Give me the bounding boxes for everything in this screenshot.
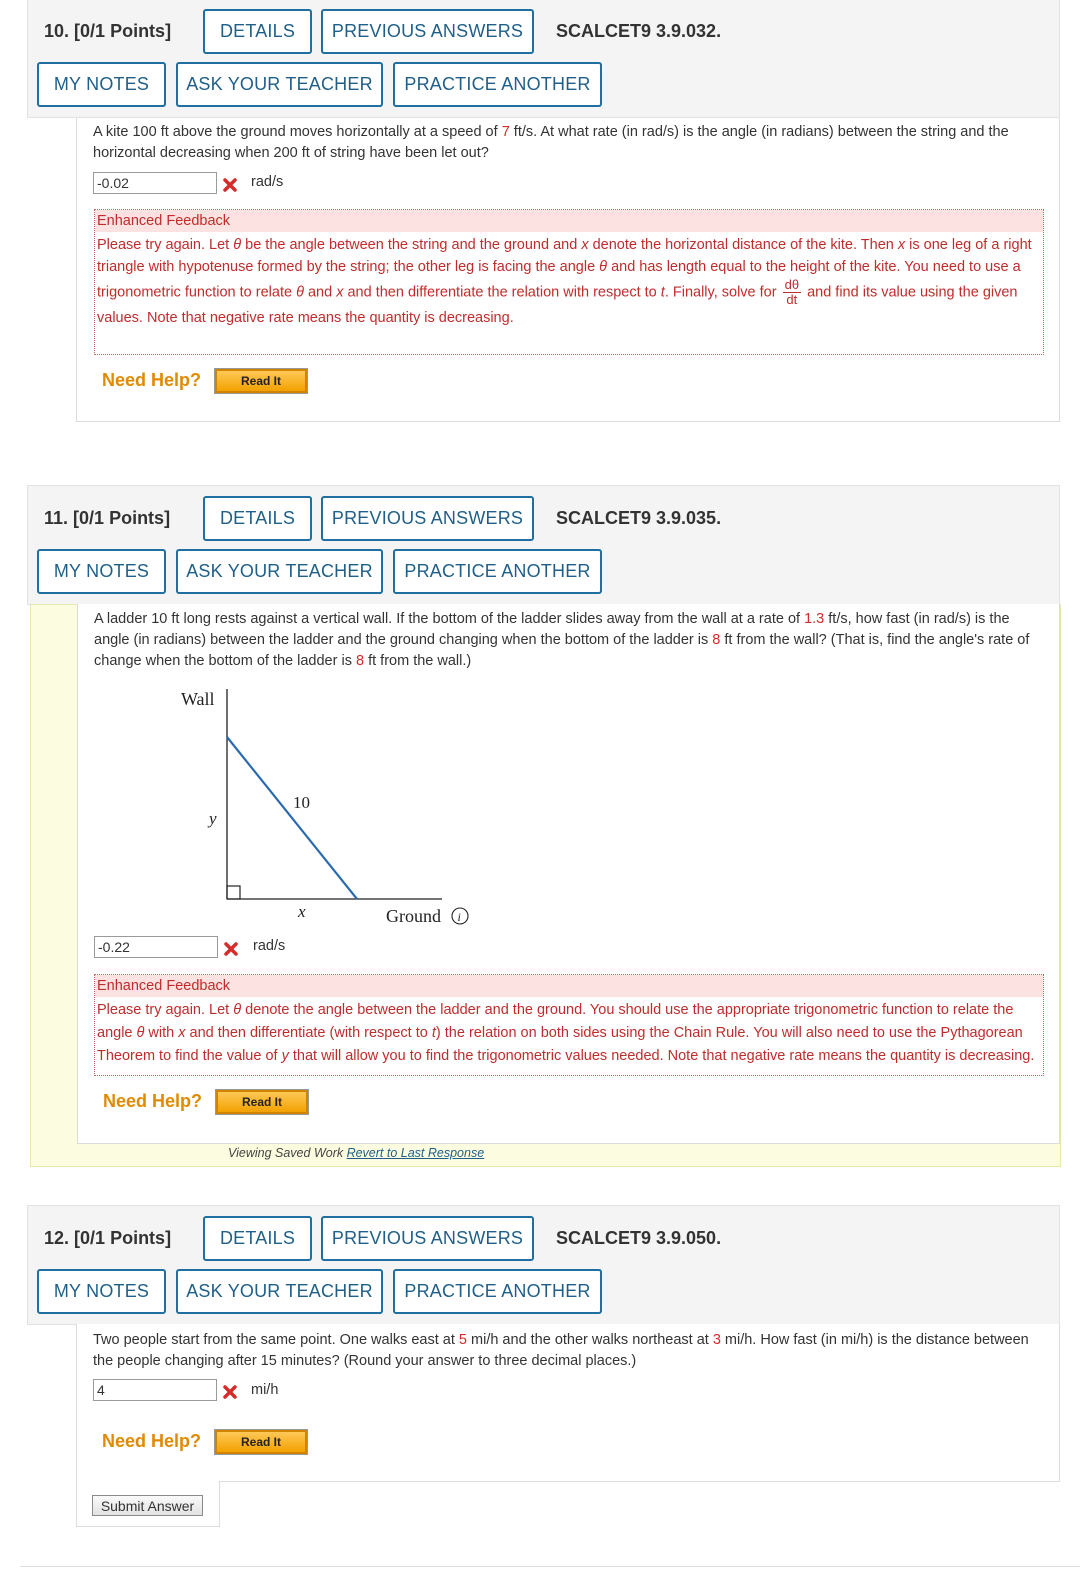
- q12-unit: mi/h: [251, 1382, 279, 1398]
- q10-previous-answers-button[interactable]: PREVIOUS ANSWERS: [321, 9, 534, 54]
- q11-unit: rad/s: [253, 938, 286, 954]
- q11-ask-teacher-button[interactable]: ASK YOUR TEACHER: [176, 549, 383, 594]
- q12-number: 12. [0/1 Points]: [44, 1228, 172, 1248]
- q10-unit: rad/s: [251, 174, 284, 190]
- ground-label: Ground: [386, 906, 441, 926]
- q10-answer-input[interactable]: [93, 172, 217, 194]
- q11-answer-input[interactable]: [94, 936, 218, 958]
- q10-read-it-button[interactable]: Read It: [215, 369, 307, 393]
- q10-my-notes-button[interactable]: MY NOTES: [37, 62, 166, 107]
- page-bottom-divider: [20, 1566, 1080, 1567]
- ladder-line: [227, 737, 357, 899]
- q11-code: SCALCET9 3.9.035.: [556, 508, 722, 528]
- q10-details-button[interactable]: DETAILS: [203, 9, 312, 54]
- q12-my-notes-button[interactable]: MY NOTES: [37, 1269, 166, 1314]
- right-angle-mark: [227, 886, 240, 899]
- svg-text:i: i: [457, 910, 461, 924]
- q12-ask-teacher-button[interactable]: ASK YOUR TEACHER: [176, 1269, 383, 1314]
- incorrect-x-icon: [222, 1384, 238, 1400]
- incorrect-x-icon: [223, 941, 239, 957]
- q11-my-notes-button[interactable]: MY NOTES: [37, 549, 166, 594]
- q10-enhanced-feedback: [94, 209, 1044, 355]
- q11-details-button[interactable]: DETAILS: [203, 496, 312, 541]
- q12-answer-input[interactable]: [93, 1379, 217, 1401]
- q10-question-text: A kite 100 ft above the ground moves horizontally at a speed of 7 ft/s. At what rate (in rad/s) is the angle (in radians) between the string and the horizontal decreasing when 200 ft of string have been let out?: [93, 124, 1009, 161]
- wall-label: Wall: [181, 689, 215, 709]
- q12-need-help: Need Help?: [102, 1431, 202, 1451]
- info-icon[interactable]: [452, 908, 468, 924]
- q11-feedback-text: Please try again. Let θ denote the angle between the ladder and the ground. You should use the appropriate trigonometric function to relate the angle θ with x and then differentiate (with respect to t) the relation on both sides using the Chain Rule. You will also need to use the Pythagorean Theorem to find the value of y that will allow you to find the trigonometric values needed. Note that negative rate means the quantity is decreasing.: [97, 1002, 1035, 1064]
- q10-practice-another-button[interactable]: PRACTICE ANOTHER: [393, 62, 602, 107]
- q11-number: 11. [0/1 Points]: [44, 508, 171, 528]
- ladder-figure: [170, 685, 480, 930]
- saved-work-notice: Viewing Saved Work Revert to Last Response: [228, 1146, 485, 1160]
- submit-answer-button[interactable]: Submit Answer: [92, 1495, 203, 1516]
- q12-code: SCALCET9 3.9.050.: [556, 1228, 722, 1248]
- q12-details-button[interactable]: DETAILS: [203, 1216, 312, 1261]
- q10-feedback-text: Please try again. Let θ be the angle between the string and the ground and x denote the horizontal distance of the kite. Then x is one leg of a right triangle with hypotenuse formed by the string; the other leg is facing the angle θ and has length equal to the height of the kite. You need to use a trigonometric function to relate θ and x and then differentiate the relation with respect to t. Finally, solve for $\frac{d\theta}{dt}$ and find its value using the given values. Note that negative rate means the quantity is decreasing.: [97, 237, 1032, 326]
- q10-code: SCALCET9 3.9.032.: [556, 21, 722, 41]
- incorrect-x-icon: [222, 177, 238, 193]
- q11-enhanced-feedback: [94, 974, 1044, 1076]
- x-label: x: [298, 902, 306, 921]
- q12-question-text: Two people start from the same point. One walks east at 5 mi/h and the other walks northeast at 3 mi/h. How fast (in mi/h) is the distance between the people changing after 15 minutes? (Round your answer to three decimal places.): [93, 1332, 1029, 1369]
- q10-feedback-title: Enhanced Feedback: [95, 210, 1043, 232]
- q11-previous-answers-button[interactable]: PREVIOUS ANSWERS: [321, 496, 534, 541]
- q11-read-it-button[interactable]: Read It: [216, 1090, 308, 1114]
- q11-practice-another-button[interactable]: PRACTICE ANOTHER: [393, 549, 602, 594]
- y-label: y: [209, 809, 217, 828]
- q11-question-text: A ladder 10 ft long rests against a vertical wall. If the bottom of the ladder slides away from the wall at a rate of 1.3 ft/s, how fast (in rad/s) is the angle (in radians) between the ladder and the ground changing when the bottom of the ladder is 8 ft from the wall? (That is, find the angle's rate of change when the bottom of the ladder is 8 ft from the wall.): [94, 611, 1030, 669]
- q12-read-it-button[interactable]: Read It: [215, 1430, 307, 1454]
- q11-need-help: Need Help?: [103, 1091, 203, 1111]
- q11-feedback-title: Enhanced Feedback: [95, 975, 1043, 997]
- revert-link[interactable]: Revert to Last Response: [346, 1146, 485, 1160]
- q12-previous-answers-button[interactable]: PREVIOUS ANSWERS: [321, 1216, 534, 1261]
- q10-ask-teacher-button[interactable]: ASK YOUR TEACHER: [176, 62, 383, 107]
- dtheta-dt-fraction: $\frac{d\theta}{dt}$: [784, 277, 800, 307]
- q12-practice-another-button[interactable]: PRACTICE ANOTHER: [393, 1269, 602, 1314]
- ladder-length-label: 10: [293, 793, 310, 812]
- q10-number: 10. [0/1 Points]: [44, 21, 172, 41]
- q10-need-help: Need Help?: [102, 370, 202, 390]
